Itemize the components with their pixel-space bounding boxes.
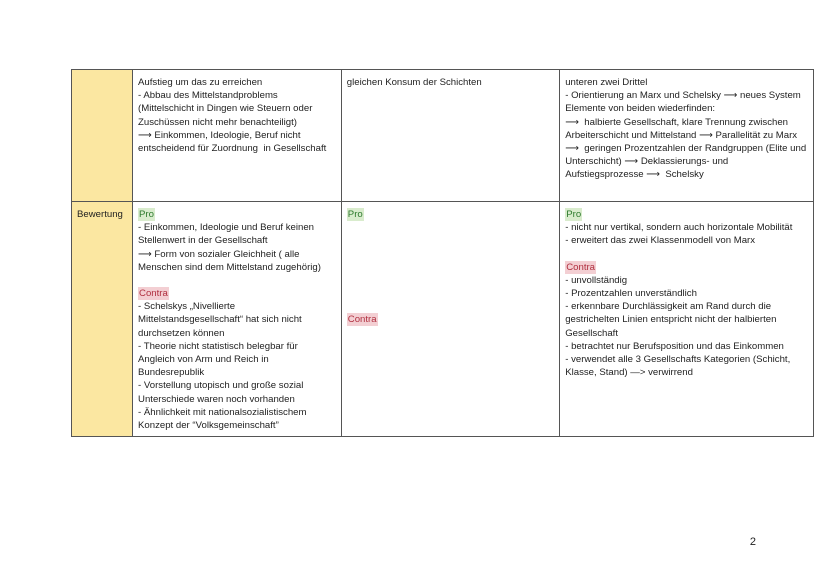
text-line: Zuschüssen nicht mehr benachteiligt)	[138, 116, 297, 128]
text-line: ⟶ Einkommen, Ideologie, Beruf nicht	[138, 129, 301, 141]
text-line: Arbeiterschicht und Mittelstand ⟶ Parallelität zu Marx	[565, 129, 798, 141]
text-line: gleichen Konsum der Schichten	[346, 77, 482, 88]
text-line: Angleich von Arm und Reich in	[138, 354, 269, 366]
text-line: - Einkommen, Ideologie und Beruf keinen	[138, 222, 315, 234]
contra-label: Contra	[139, 288, 168, 300]
text-line: ⟶ geringen Prozentzahlen der Randgruppen (Elite und	[565, 143, 807, 155]
comparison-table	[71, 69, 814, 437]
text-line: Aufstieg um das zu erreichen	[138, 77, 263, 88]
text-line: - erkennbare Durchlässigkeit am Rand durch die	[565, 301, 772, 313]
text-line: - Schelskys „Nivellierte	[138, 301, 236, 313]
text-line: gestrichelten Linien entspricht nicht der halbierten	[565, 314, 777, 326]
text-line: Konzept der “Volksgemeinschaft”	[138, 420, 279, 432]
page-number: 2	[749, 536, 756, 548]
text-line: Unterschicht) ⟶ Deklassierungs- und	[565, 156, 729, 168]
contra-label: Contra	[566, 261, 596, 273]
table-row	[72, 70, 814, 202]
row-label-cell	[72, 70, 133, 202]
cell-row2-col1	[133, 202, 342, 437]
text-line: Aufstiegsprozesse ⟶ Schelsky	[565, 169, 704, 181]
text-line: - Theorie nicht statistisch belegbar für	[138, 340, 298, 352]
text-line: - unvollständig	[565, 274, 628, 286]
pro-label: Pro	[566, 209, 582, 220]
text-line: entscheidend für Zuordnung in Gesellschaft	[138, 143, 327, 155]
text-line: (Mittelschicht in Dingen wie Steuern oder	[138, 103, 313, 115]
text-line: - Prozentzahlen unverständlich	[565, 288, 697, 300]
text-line: Menschen sind dem Mittelstand zugehörig)	[138, 261, 321, 273]
text-line: unteren zwei Drittel	[565, 77, 648, 88]
text-line: Unterschiede waren noch vorhanden	[138, 393, 295, 405]
text-line: ⟶ halbierte Gesellschaft, klare Trennung zwischen	[565, 116, 789, 128]
text-line: Gesellschaft	[565, 327, 619, 339]
cell-row2-col2	[341, 202, 559, 437]
row-label-cell	[72, 202, 133, 437]
row-label-bewertung: Bewertung	[77, 209, 123, 220]
text-line: durchsetzen können	[138, 327, 225, 339]
text-line: Mittelstandsgesellschaft“ hat sich nicht	[138, 314, 302, 326]
text-line: - Orientierung an Marx und Schelsky ⟶ neues System	[565, 90, 801, 102]
cell-row1-col2	[341, 70, 559, 202]
text-line: - Ähnlichkeit mit nationalsozialistischem	[138, 406, 307, 418]
text-line: - Vorstellung utopisch und große sozial	[138, 380, 304, 392]
pro-label: Pro	[347, 209, 363, 220]
cell-row1-col3	[560, 70, 814, 202]
pro-label: Pro	[139, 209, 154, 220]
cell-row1-col1	[133, 70, 342, 202]
contra-label: Contra	[347, 314, 377, 326]
table-row	[72, 202, 814, 437]
text-line: - Abbau des Mittelstandproblems	[138, 90, 278, 102]
text-line: Stellenwert in der Gesellschaft	[138, 235, 268, 247]
text-line: Elemente von beiden wiederfinden:	[565, 103, 716, 115]
text-line: Bundesrepublik	[138, 367, 205, 379]
text-line: Klasse, Stand) —> verwirrend	[565, 367, 693, 379]
text-line: - erweitert das zwei Klassenmodell von Marx	[565, 235, 756, 247]
cell-row2-col3	[560, 202, 814, 437]
text-line: - nicht nur vertikal, sondern auch horizontale Mobilität	[565, 222, 793, 234]
text-line: - verwendet alle 3 Gesellschafts Kategorien (Schicht,	[565, 354, 791, 366]
text-line: ⟶ Form von sozialer Gleichheit ( alle	[138, 248, 300, 260]
text-line: - betrachtet nur Berufsposition und das Einkommen	[565, 340, 784, 352]
